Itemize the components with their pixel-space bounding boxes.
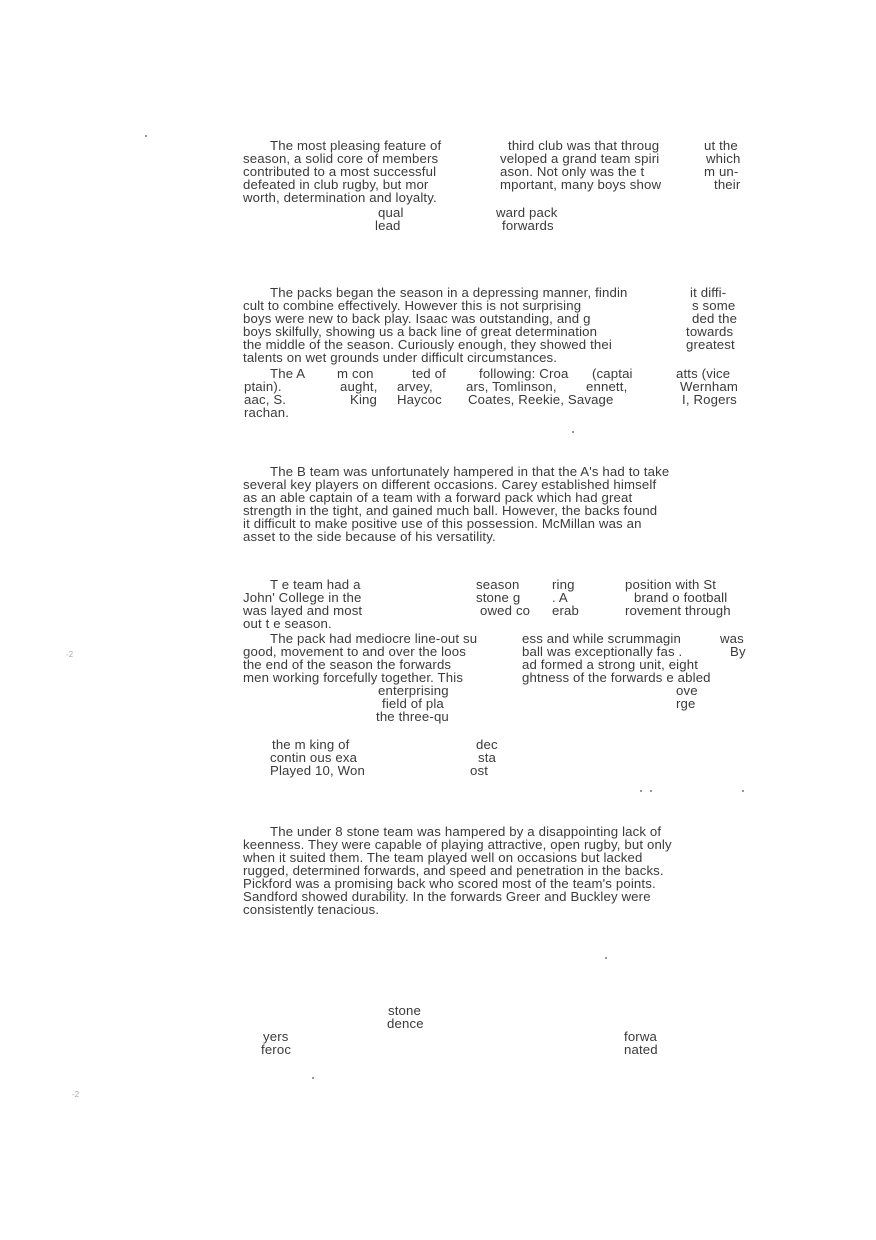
text-line: season — [476, 577, 520, 592]
text-line: Haycoc — [397, 392, 442, 407]
text-line: s some — [692, 298, 736, 313]
text-line: strength in the tight, and gained much ball. However, the backs found — [243, 503, 658, 518]
text-line: The pack had mediocre line-out su — [270, 631, 478, 646]
margin-mark: -2 — [72, 1090, 80, 1099]
text-line: it difficult to make positive use of this possession. McMillan was an — [243, 516, 642, 531]
text-line: the three-qu — [376, 709, 449, 724]
text-line: Played 10, Won — [270, 763, 365, 778]
text-line: the middle of the season. Curiously enough, they showed thei — [243, 337, 612, 352]
text-line: Coates, Reekie, Savage — [468, 392, 614, 407]
text-line: ennett, — [586, 379, 628, 394]
text-line: ptain). — [244, 379, 282, 394]
text-line: their — [714, 177, 741, 192]
text-line: as an able captain of a team with a forward pack which had great — [243, 490, 633, 505]
text-line: enterprising — [378, 683, 449, 698]
text-line: owed co — [480, 603, 531, 618]
text-line: forwards — [502, 218, 554, 233]
text-line: following: Croa — [479, 366, 569, 381]
text-line: lead — [375, 218, 401, 233]
text-line: veloped a grand team spiri — [500, 151, 660, 166]
text-line: ove — [676, 683, 698, 698]
text-line: ason. Not only was the t — [500, 164, 645, 179]
text-line: boys were new to back play. Isaac was outstanding, and g — [243, 311, 591, 326]
scan-speck — [650, 790, 652, 792]
text-line: sta — [478, 750, 497, 765]
text-line: was — [720, 631, 744, 646]
text-line: the m king of — [272, 737, 350, 752]
text-line: aught, — [340, 379, 378, 394]
text-line: yers — [263, 1029, 289, 1044]
text-line: By — [730, 644, 746, 659]
text-line: position with St — [625, 577, 717, 592]
text-line: . A — [552, 590, 568, 605]
text-line: good, movement to and over the loos — [243, 644, 466, 659]
text-line: boys skilfully, showing us a back line of great determination — [243, 324, 598, 339]
text-line: worth, determination and loyalty. — [243, 190, 437, 205]
text-line: The A — [270, 366, 306, 381]
margin-mark: -2 — [66, 650, 74, 659]
text-line: dence — [387, 1016, 424, 1031]
text-line: asset to the side because of his versatility. — [243, 529, 496, 544]
text-line: talents on wet grounds under difficult circumstances. — [243, 350, 558, 365]
text-line: men working forcefully together. This — [243, 670, 464, 685]
text-line: T e team had a — [270, 577, 361, 592]
text-line: contributed to a most successful — [243, 164, 437, 179]
text-line: rge — [676, 696, 696, 711]
text-line: towards — [686, 324, 734, 339]
text-line: feroc — [261, 1042, 292, 1057]
text-line: King — [350, 392, 377, 407]
text-line: ars, Tomlinson, — [466, 379, 557, 394]
text-line: John' College in the — [243, 590, 362, 605]
text-line: qual — [378, 205, 404, 220]
text-line: consistently tenacious. — [243, 902, 380, 917]
text-line: ad formed a strong unit, eight — [522, 657, 699, 672]
text-line: Pickford was a promising back who scored most of the team's points. — [243, 876, 656, 891]
text-line: ball was exceptionally fas . — [522, 644, 683, 659]
text-line: stone g — [476, 590, 521, 605]
text-line: which — [706, 151, 741, 166]
text-line: The B team was unfortunately hampered in that the A's had to take — [270, 464, 670, 479]
scan-speck — [572, 431, 574, 433]
text-line: ost — [470, 763, 489, 778]
text-line: Sandford showed durability. In the forwards Greer and Buckley were — [243, 889, 651, 904]
text-line: third club was that throug — [508, 138, 660, 153]
text-line: atts (vice — [676, 366, 731, 381]
text-line: forwa — [624, 1029, 657, 1044]
text-line: ut the — [704, 138, 738, 153]
text-line: greatest — [686, 337, 735, 352]
text-line: ess and while scrummagin — [522, 631, 681, 646]
scan-speck — [742, 790, 744, 792]
scan-speck — [145, 135, 147, 137]
text-line: when it suited them. The team played well on occasions but lacked — [243, 850, 643, 865]
text-line: contin ous exa — [270, 750, 358, 765]
text-line: m un- — [704, 164, 739, 179]
scan-speck — [640, 790, 642, 792]
text-line: The under 8 stone team was hampered by a disappointing lack of — [270, 824, 662, 839]
text-line: Wernham — [680, 379, 738, 394]
text-line: field of pla — [382, 696, 444, 711]
text-line: aac, S. — [244, 392, 287, 407]
text-line: ted of — [412, 366, 446, 381]
text-line: rovement through — [625, 603, 731, 618]
text-line: The most pleasing feature of — [270, 138, 442, 153]
text-line: brand o football — [634, 590, 728, 605]
scan-speck — [605, 957, 607, 959]
text-line: dec — [476, 737, 498, 752]
text-line: m con — [337, 366, 374, 381]
text-line: (captai — [592, 366, 633, 381]
text-line: defeated in club rugby, but mor — [243, 177, 429, 192]
text-line: arvey, — [397, 379, 433, 394]
text-line: stone — [388, 1003, 422, 1018]
text-line: season, a solid core of members — [243, 151, 439, 166]
text-line: ghtness of the forwards e abled — [522, 670, 711, 685]
text-line: keenness. They were capable of playing attractive, open rugby, but only — [243, 837, 672, 852]
text-line: rachan. — [244, 405, 290, 420]
text-line: ring — [552, 577, 575, 592]
text-line: nated — [624, 1042, 658, 1057]
text-line: ward pack — [496, 205, 558, 220]
text-line: The packs began the season in a depressing manner, findin — [270, 285, 628, 300]
text-line: cult to combine effectively. However this is not surprising — [243, 298, 582, 313]
text-line: was layed and most — [243, 603, 363, 618]
text-line: it diffi- — [690, 285, 727, 300]
text-line: several key players on different occasions. Carey established himself — [243, 477, 657, 492]
text-line: I, Rogers — [682, 392, 737, 407]
text-line: erab — [552, 603, 579, 618]
text-line: mportant, many boys show — [500, 177, 662, 192]
scan-speck — [312, 1077, 314, 1079]
text-line: out t e season. — [243, 616, 332, 631]
text-line: the end of the season the forwards — [243, 657, 452, 672]
text-line: ded the — [692, 311, 738, 326]
text-line: rugged, determined forwards, and speed and penetration in the backs. — [243, 863, 664, 878]
